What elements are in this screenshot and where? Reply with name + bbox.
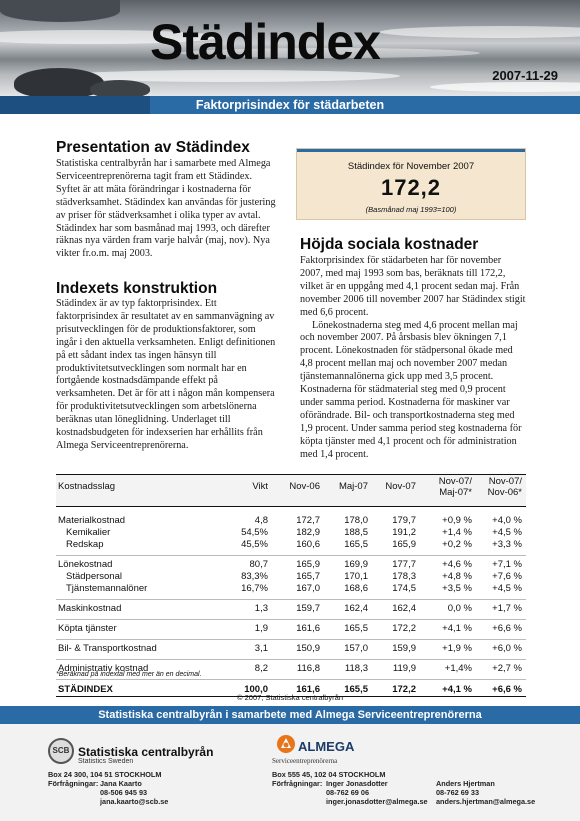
row-value: +6,6 %: [492, 684, 522, 695]
row-value: +7,1 %: [492, 559, 522, 570]
copyright: © 2007, Statistiska centralbyrån: [237, 693, 343, 702]
social-paragraph-2: Lönekostnaderna steg med 4,6 procent mellan maj och november 2007. På årsbasis blev ökningen 7,1 procent. Lönekostnaden för städpersonal ökade med 4,8 procent mellan maj och november 2007 medan tjänstemannalönerna gick upp med 3,5 procent. Kostnaderna för städmaterial steg med 0,9 procent under samma period. Kostnaderna för maskiner var oförändrade. Bil- och transportkostnaderna steg med 1,9 procent. Under samma period steg kostnaderna för köpta tjänster med 4,1 procent och för administration med 1,4 procent.: [300, 319, 522, 460]
row-value: 45,5%: [241, 539, 268, 550]
row-value: 160,6: [296, 539, 320, 550]
scb-email[interactable]: jana.kaarto@scb.se: [100, 797, 169, 806]
scb-contact-label: Förfrågningar:: [48, 779, 99, 788]
row-value: 118,3: [344, 663, 368, 674]
almega-contact1-name: Inger Jonasdotter: [326, 779, 388, 788]
row-value: 182,9: [296, 527, 320, 538]
row-value: +1,7 %: [492, 603, 522, 614]
table-row: [56, 603, 526, 615]
almega-logo-icon: [276, 734, 296, 754]
row-label: Lönekostnad: [58, 559, 113, 570]
header-change-year: Nov-07/ Nov-06*: [487, 476, 522, 498]
presentation-heading: Presentation av Städindex: [56, 139, 250, 156]
row-value: 159,9: [392, 643, 416, 654]
row-value: 116,8: [296, 663, 320, 674]
row-value: 188,5: [344, 527, 368, 538]
row-value: 165,5: [344, 539, 368, 550]
document-subtitle: Faktorprisindex för städarbeten: [195, 98, 385, 112]
scb-logo-text: SCB: [52, 746, 70, 755]
row-label: Administrativ kostnad: [58, 663, 149, 674]
row-value: 169,9: [344, 559, 368, 570]
header-change-may: Nov-07/ Maj-07*: [438, 476, 472, 498]
row-value: 172,2: [392, 684, 416, 695]
row-value: +4,5 %: [492, 527, 522, 538]
scb-name: Statistiska centralbyrån: [78, 745, 214, 759]
almega-contact1-phone: 08-762 69 06: [326, 788, 370, 797]
header-kostnadsslag: Kostnadsslag: [58, 481, 116, 492]
row-value: +0,9 %: [442, 515, 472, 526]
social-heading: Höjda sociala kostnader: [300, 236, 479, 253]
scb-address: Box 24 300, 104 51 STOCKHOLM: [48, 770, 162, 779]
row-value: 1,9: [254, 623, 268, 634]
presentation-text: Statistiska centralbyrån har i samarbete med Almega Serviceentreprenörerna tagit fram ett Städindex. Syftet är att mäta förändringar i kostnaderna för städverksamhet. Städindex kan användas för justering av priser för städverksamhet i olika typer av avtal. Städindex har som basmånad maj 1993, och därefter räknas nya värden fram varje halvår (maj, nov). Nya vikter fr.o.m. maj 2003.: [56, 158, 276, 260]
row-value: 165,7: [296, 571, 320, 582]
row-value: 177,7: [392, 559, 416, 570]
row-value: 172,7: [296, 515, 320, 526]
callout-value: 172,2: [380, 175, 442, 200]
almega-contact-label: Förfrågningar:: [272, 779, 323, 788]
row-value: +4,0 %: [492, 515, 522, 526]
row-value: +6,0 %: [492, 643, 522, 654]
row-value: 119,9: [392, 663, 416, 674]
row-value: 100,0: [244, 684, 268, 695]
row-value: 157,0: [344, 643, 368, 654]
scb-phone: 08-506 945 93: [100, 788, 148, 797]
row-value: 170,1: [344, 571, 368, 582]
row-value: +7,6 %: [492, 571, 522, 582]
row-value: +3,3 %: [492, 539, 522, 550]
header-nov06: Nov-06: [289, 481, 320, 492]
almega-contact2-name: Anders Hjertman: [436, 779, 495, 788]
row-label: Köpta tjänster: [58, 623, 117, 634]
row-value: 16,7%: [241, 583, 268, 594]
row-value: +2,7 %: [492, 663, 522, 674]
header-nov07: Nov-07: [385, 481, 416, 492]
row-value: 165,5: [344, 623, 368, 634]
row-value: 165,9: [296, 559, 320, 570]
almega-address: Box 555 45, 102 04 STOCKHOLM: [272, 770, 386, 779]
bottom-banner-text: Statistiska centralbyrån i samarbete med Almega Serviceentreprenörerna: [98, 709, 482, 721]
almega-contact2-email[interactable]: anders.hjertman@almega.se: [436, 797, 536, 806]
almega-contact1-email[interactable]: inger.jonasdotter@almega.se: [326, 797, 428, 806]
row-value: 162,4: [344, 603, 368, 614]
row-value: 191,2: [392, 527, 416, 538]
row-value: +0,2 %: [442, 539, 472, 550]
scb-logo-icon: [48, 738, 74, 764]
cost-index-table: [56, 474, 526, 697]
table-row: [56, 583, 526, 595]
row-value: +4,1 %: [442, 623, 472, 634]
row-label: Bil- & Transportkostnad: [58, 643, 157, 654]
row-label: Materialkostnad: [58, 515, 126, 526]
row-value: 159,7: [296, 603, 320, 614]
row-value: 3,1: [254, 643, 268, 654]
table-row: [56, 571, 526, 583]
row-value: 174,5: [392, 583, 416, 594]
row-value: 54,5%: [241, 527, 268, 538]
table-footnote: *Beräknad på indextal med mer än en decimal.: [56, 671, 202, 678]
row-value: +4,8 %: [442, 571, 472, 582]
issue-date: 2007-11-29: [492, 68, 558, 83]
table-row: [56, 539, 526, 551]
header-maj07: Maj-07: [338, 481, 368, 492]
almega-subtitle: Serviceentreprenörerna: [272, 757, 338, 765]
row-value: 161,6: [296, 684, 320, 695]
row-value: 83,3%: [241, 571, 268, 582]
row-value: 1,3: [254, 603, 268, 614]
construction-heading: Indexets konstruktion: [56, 280, 218, 297]
callout-label: Städindex för November 2007: [347, 161, 475, 172]
construction-text: Städindex är av typ faktorprisindex. Ett faktorprisindex är resultatet av en sammanvägning av prisutvecklingen för de produktionsfaktorer, som ingår i den aktuella verksamheten. Enligt definitionen på ett sådant index tas ingen hänsyn till produktivitetsutvecklingen som normalt har en fortgående kostnadsdämpande effekt på verksamheten. Det är för att i någon mån kompensera för produktivitetsutvecklingen som arbetslönerna beräknas utan löneglidning. Underlaget till kostnadsbudgeten för indexserien har erhållits från Almega Serviceentreprenörerna.: [56, 298, 276, 451]
row-value: 167,0: [296, 583, 320, 594]
almega-contact2-phone: 08-762 69 33: [436, 788, 480, 797]
almega-name: ALMEGA: [298, 739, 355, 754]
row-value: +1,4%: [444, 663, 472, 674]
row-value: +3,5 %: [442, 583, 472, 594]
row-value: 178,3: [392, 571, 416, 582]
row-value: +1,4 %: [442, 527, 472, 538]
row-value: 172,2: [392, 623, 416, 634]
table-row: [56, 623, 526, 635]
row-value: 8,2: [254, 663, 268, 674]
row-label: Städpersonal: [66, 571, 122, 582]
row-value: 162,4: [392, 603, 416, 614]
row-value: 80,7: [249, 559, 268, 570]
row-value: 161,6: [296, 623, 320, 634]
row-value: +1,9 %: [442, 643, 472, 654]
row-label: Maskinkostnad: [58, 603, 122, 614]
row-value: 150,9: [296, 643, 320, 654]
table-row: [56, 559, 526, 571]
index-callout-box: [296, 148, 526, 220]
row-value: 179,7: [392, 515, 416, 526]
scb-subtitle: Statistics Sweden: [78, 758, 134, 765]
row-value: 165,5: [344, 684, 368, 695]
callout-note: (Basmånad maj 1993=100): [365, 205, 457, 214]
social-text: [300, 255, 526, 462]
row-value: +4,5 %: [492, 583, 522, 594]
row-value: +4,1 %: [442, 684, 472, 695]
row-value: 0,0 %: [447, 603, 472, 614]
table-row: [56, 643, 526, 655]
document-title: Städindex: [150, 14, 380, 70]
row-value: 178,0: [344, 515, 368, 526]
social-paragraph-1: Faktorprisindex för städarbeten har för november 2007, med maj 1993 som bas, beräknats till 172,2, vilket är en uppgång med 4,1 procent sedan maj. Från november 2006 till november 2007 har Städindex stigit med 6,6 procent.: [300, 255, 526, 318]
row-value: 165,9: [392, 539, 416, 550]
table-body: [56, 507, 526, 697]
row-value: 168,6: [344, 583, 368, 594]
row-value: 4,8: [254, 515, 268, 526]
row-label: Kemikalier: [66, 527, 111, 538]
header-vikt: Vikt: [252, 481, 268, 492]
row-label: Redskap: [66, 539, 104, 550]
row-value: +6,6 %: [492, 623, 522, 634]
callout-accent-line: [297, 149, 525, 152]
scb-contact-name: Jana Kaarto: [100, 779, 142, 788]
row-value: +4,6 %: [442, 559, 472, 570]
table-header: [56, 474, 526, 507]
table-row: [56, 527, 526, 539]
row-label: STÄDINDEX: [58, 684, 113, 695]
table-row: [56, 515, 526, 527]
row-label: Tjänstemannalöner: [66, 583, 148, 594]
